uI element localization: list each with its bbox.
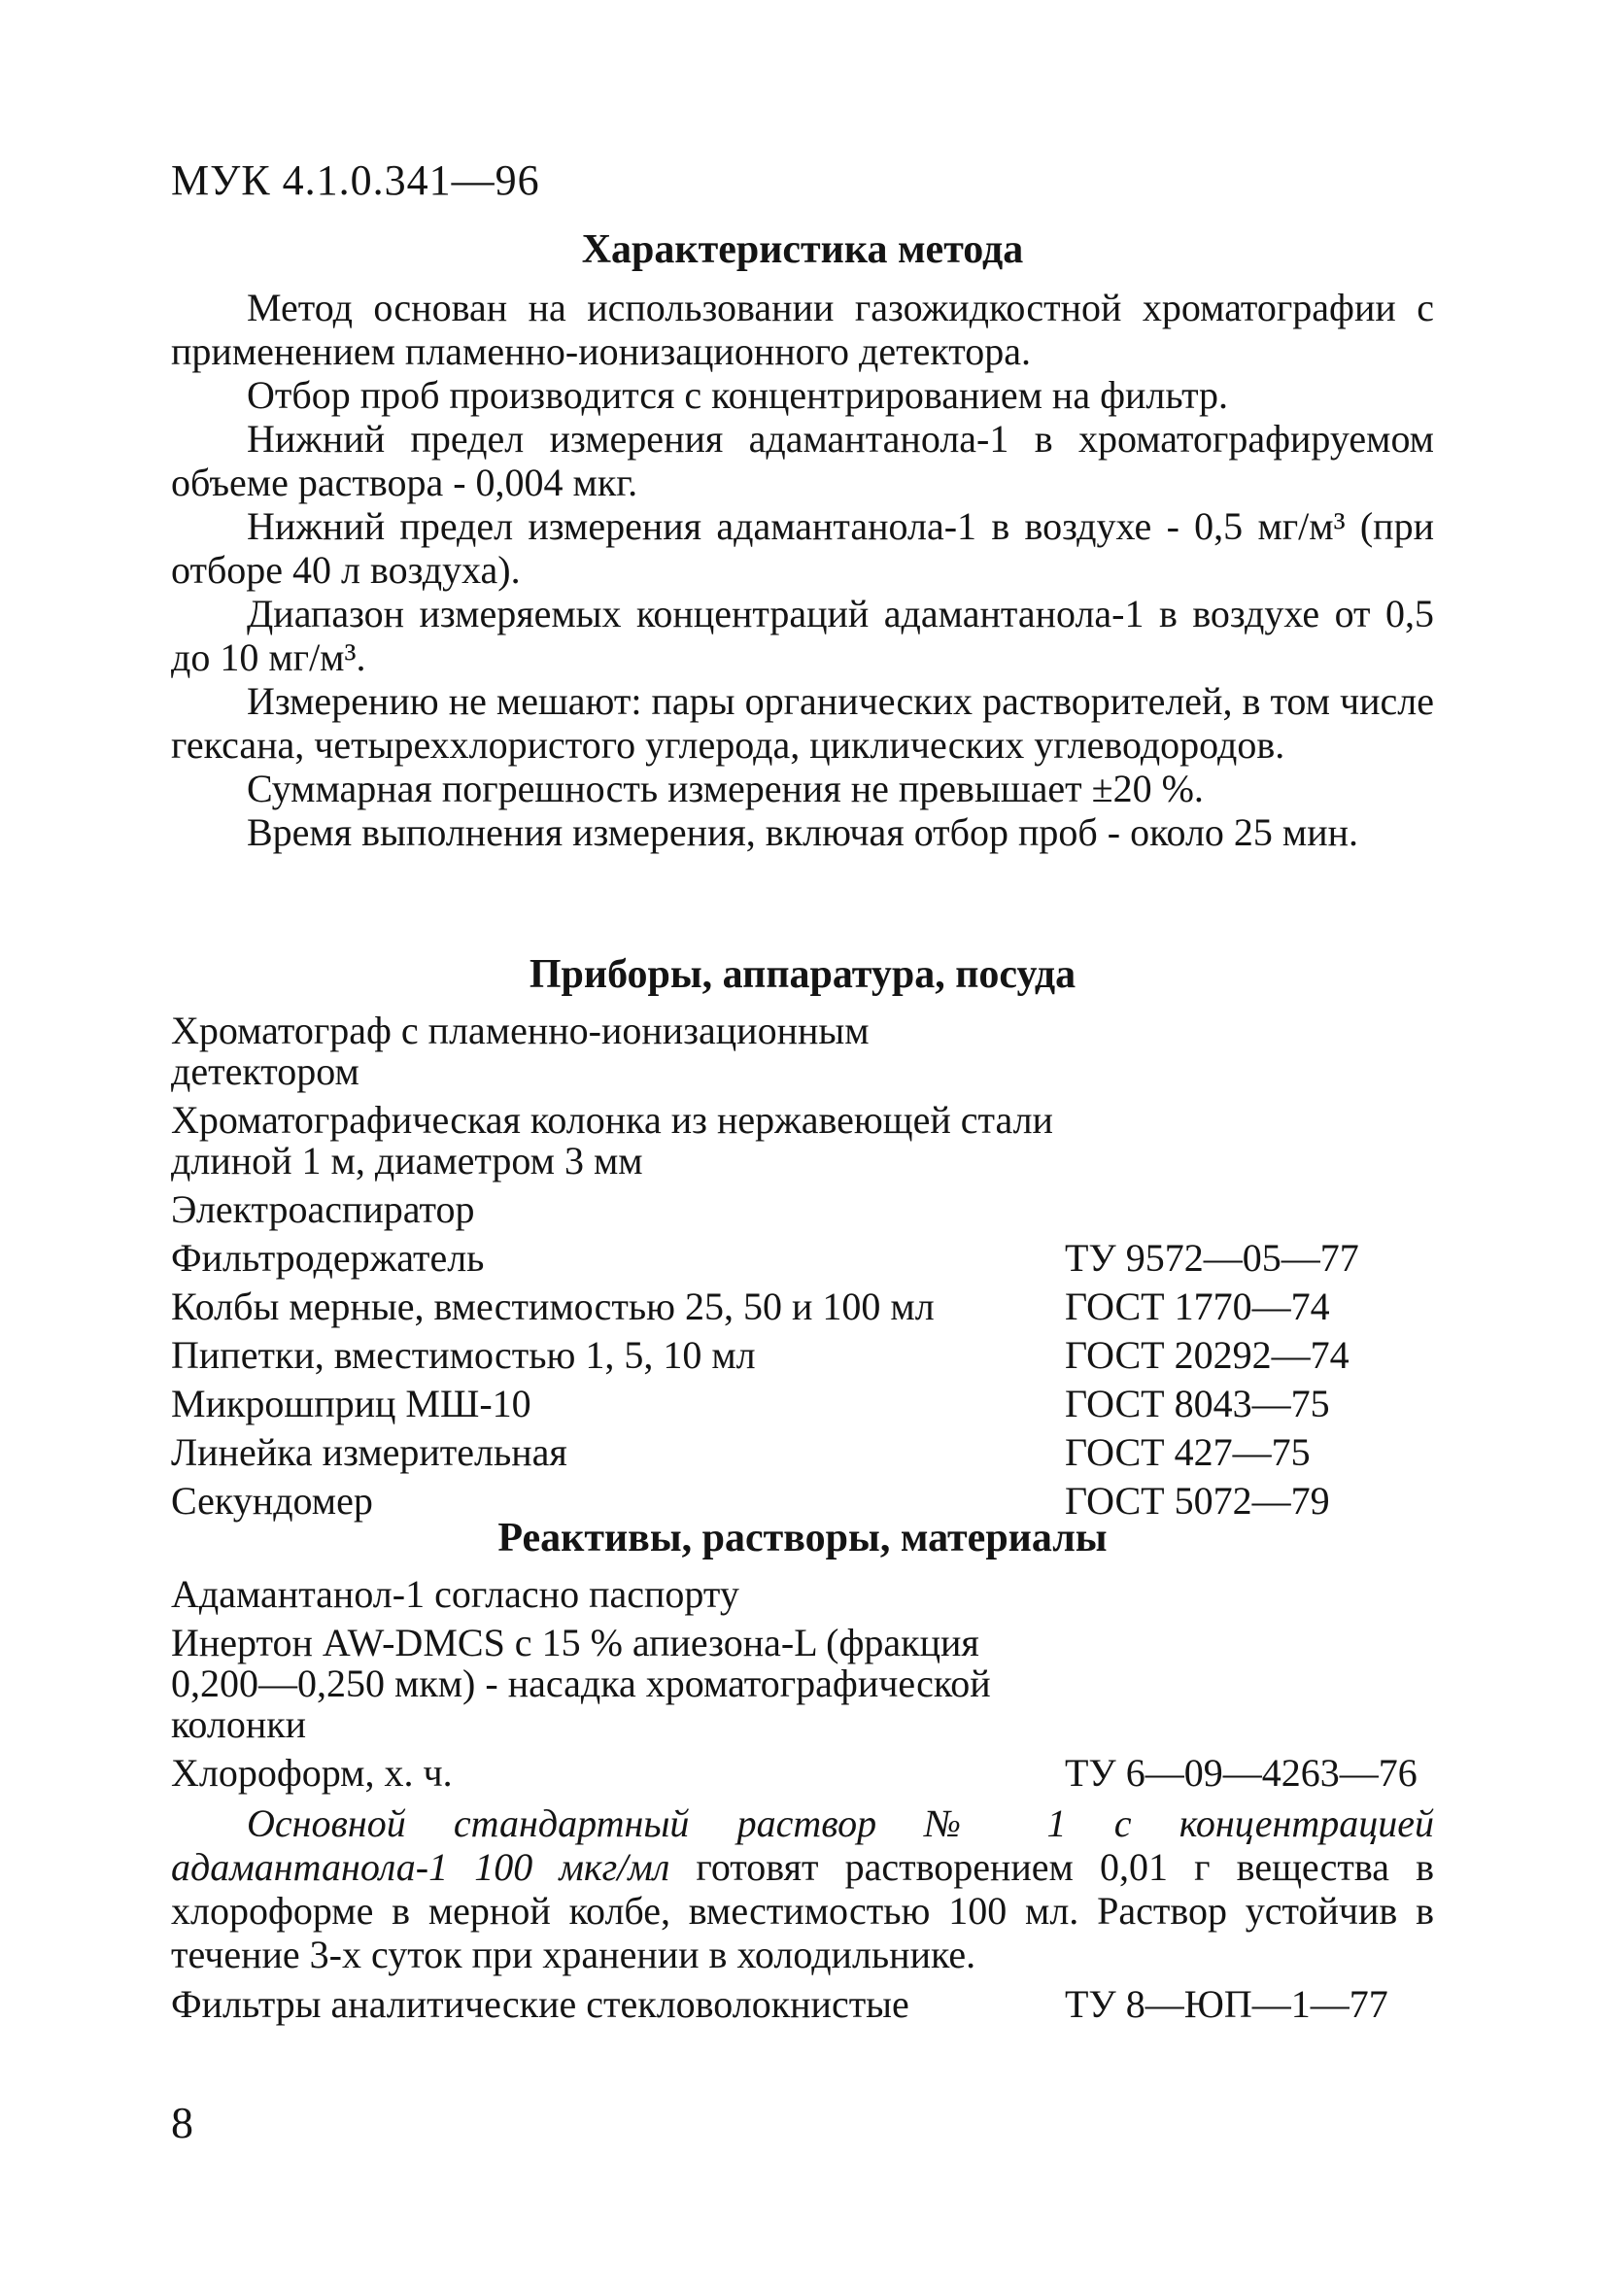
reagent-row xyxy=(171,1623,1434,1745)
equipment-row xyxy=(171,1384,1434,1424)
equipment-row xyxy=(171,1100,1434,1182)
item-name: Пипетки, вместимостью 1, 5, 10 мл xyxy=(171,1333,756,1377)
item-std: ГОСТ 5072—79 xyxy=(1065,1479,1330,1523)
page-number: 8 xyxy=(171,2098,193,2147)
item-name: Хлороформ, х. ч. xyxy=(171,1751,453,1795)
paragraph: Метод основан на использовании газожидкостной хроматографии с применением пламенно-ионизационного детектора. xyxy=(171,286,1434,373)
equipment-row xyxy=(171,1335,1434,1376)
solution-italic: Основной стандартный раствор № 1 с концентрацией адамантанола-1 100 мкг/мл xyxy=(171,1801,1434,1889)
paragraph: Нижний предел измерения адамантанола-1 в хроматографируемом объеме раствора - 0,004 мкг. xyxy=(171,417,1434,504)
item-std xyxy=(1065,1189,1434,1230)
item-std: ГОСТ 1770—74 xyxy=(1065,1285,1330,1328)
solution-paragraph xyxy=(171,1801,1434,1976)
equipment-section xyxy=(171,950,1434,1529)
item-name: Микрошприц МШ-10 xyxy=(171,1382,531,1425)
solution-text: готовят растворением 0,01 г вещества в хлороформе в мерной колбе, вместимостью 100 мл. Раствор устойчив в течение 3-х суток при хранении в холодильнике. xyxy=(171,1845,1434,1976)
item-name: Линейка измерительная xyxy=(171,1430,567,1474)
reagents-heading: Реактивы, растворы, материалы xyxy=(497,1516,1108,1560)
item-name: Фильтродержатель xyxy=(171,1236,485,1280)
item-std xyxy=(1065,1011,1434,1092)
paragraph: Время выполнения измерения, включая отбор проб - около 25 мин. xyxy=(247,810,1359,854)
item-name: Секундомер xyxy=(171,1479,373,1523)
paragraph: Нижний предел измерения адамантанола-1 в воздухе - 0,5 мг/м³ (при отборе 40 л воздуха). xyxy=(171,504,1434,592)
item-name: Хроматографическая колонка из нержавеющей стали длиной 1 м, диаметром 3 мм xyxy=(171,1098,1053,1182)
doc-code: МУК 4.1.0.341—96 xyxy=(171,156,540,204)
item-name: Фильтры аналитические стекловолокнистые xyxy=(171,1982,909,2026)
paragraph: Измерению не мешают: пары органических растворителей, в том числе гексана, четыреххлористого углерода, циклических углеводородов. xyxy=(171,679,1434,767)
item-name: Колбы мерные, вместимостью 25, 50 и 100 мл xyxy=(171,1285,935,1328)
reagent-row xyxy=(171,1574,1434,1615)
item-std: ГОСТ 8043—75 xyxy=(1065,1382,1330,1425)
item-std xyxy=(1065,1623,1434,1745)
item-name: Хроматограф с пламенно-ионизационным детектором xyxy=(171,1009,870,1093)
equipment-heading: Приборы, аппаратура, посуда xyxy=(529,952,1076,997)
equipment-row xyxy=(171,1432,1434,1473)
item-std: ГОСТ 20292—74 xyxy=(1065,1333,1350,1377)
equipment-row xyxy=(171,1189,1434,1230)
equipment-row xyxy=(171,1286,1434,1327)
item-name: Электроаспиратор xyxy=(171,1187,475,1231)
paragraph: Диапазон измеряемых концентраций адамантанола-1 в воздухе от 0,5 до 10 мг/м³. xyxy=(171,592,1434,679)
method-heading: Характеристика метода xyxy=(581,227,1024,272)
item-name: Адамантанол-1 согласно паспорту xyxy=(171,1572,739,1616)
reagent-row xyxy=(171,1984,1434,2025)
item-name: Инертон AW-DMCS с 15 % апиезона-L (фракция 0,200—0,250 мкм) - насадка хроматографической колонки xyxy=(171,1621,991,1746)
item-std xyxy=(1065,1100,1434,1182)
equipment-row xyxy=(171,1011,1434,1092)
item-std: ТУ 6—09—4263—76 xyxy=(1065,1751,1418,1795)
paragraph: Отбор проб производится с концентрированием на фильтр. xyxy=(247,373,1229,417)
item-std xyxy=(1065,1574,1434,1615)
reagent-row xyxy=(171,1753,1434,1794)
paragraph: Суммарная погрешность измерения не превышает ±20 %. xyxy=(247,767,1204,810)
item-std: ТУ 9572—05—77 xyxy=(1065,1236,1359,1280)
equipment-row xyxy=(171,1238,1434,1279)
item-std: ТУ 8—ЮП—1—77 xyxy=(1065,1982,1388,2026)
reagents-section xyxy=(171,1514,1434,2025)
method-section xyxy=(171,225,1434,854)
item-std: ГОСТ 427—75 xyxy=(1065,1430,1311,1474)
